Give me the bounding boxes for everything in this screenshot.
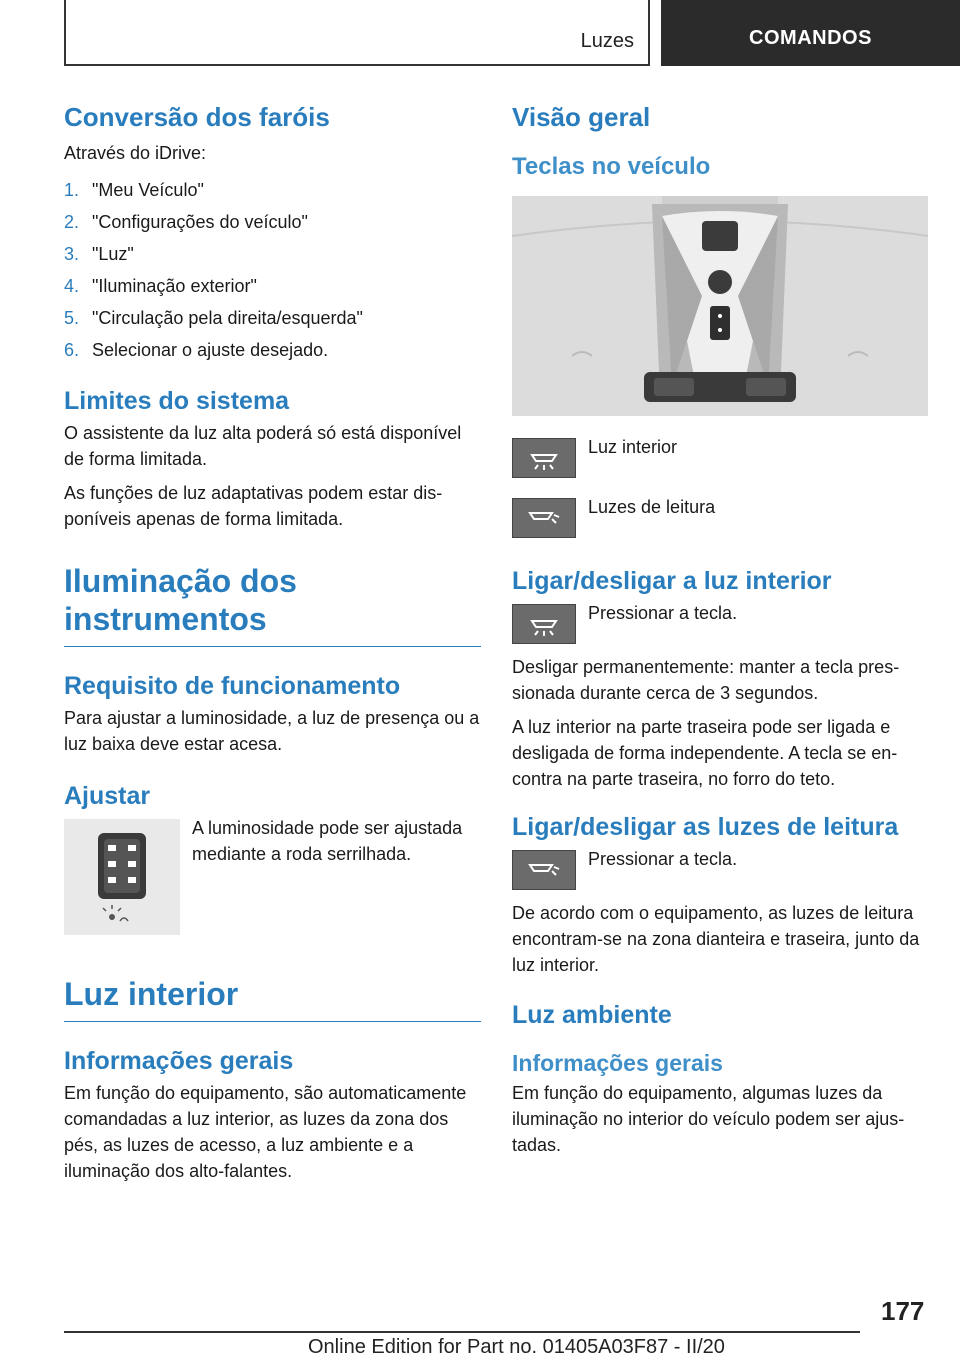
heading-informacoes-gerais: Informações gerais [64,1047,294,1075]
text-requisito: Para ajustar a luminosidade, a luz de presença ou a luz baixa deve estar acesa. [64,708,480,754]
legend-interior-text: Luz interior [588,437,678,457]
heading-requisito: Requisito de funcionamento [64,672,401,700]
list-item: 5. "Circulação pela direita/esquerda" [64,308,363,328]
heading-luz-ambiente: Luz ambiente [512,1001,672,1029]
heading-limites: Limites do sistema [64,387,290,415]
list-item: 4. "Iluminação exterior" [64,276,257,296]
heading-conversao: Conversão dos faróis [64,102,330,132]
list-item: 3. "Luz" [64,244,134,264]
heading-visao-geral: Visão geral [512,102,651,132]
footer-edition: Online Edition for Part no. 01405A03F87 - II/20 [308,1336,725,1358]
heading-luz-interior: Luz interior [64,975,481,1022]
list-item: 6. Selecionar o ajuste desejado. [64,340,329,360]
interior-light-key-icon [512,604,576,644]
left-column [64,100,481,1184]
reading-light-key-icon [512,498,576,538]
text-informacoes: Em função do equipamento, são automaticamente comandadas a luz interior, as luzes da zona dos pés, as luzes de acesso, a luz ambiente e a iluminação dos alto-falantes. [64,1083,467,1181]
text-pressionar-2: Pressionar a tecla. [588,849,738,869]
heading-iluminacao-instrumentos: Iluminação dos instrumentos [64,562,481,647]
text-desligar: Desligar permanentemente: manter a tecla pressionada durante cerca de 3 segundos. [512,657,900,703]
heading-informacoes-gerais-2: Informações gerais [512,1050,723,1076]
list-item: 2. "Configurações do veículo" [64,212,308,232]
legend-leitura-row [512,498,928,538]
text-traseira: A luz interior na parte traseira pode ser ligada e desligada de forma independente. A tecla se encontra na parte traseira, no forro do teto. [512,717,898,789]
footer-divider [64,1331,860,1333]
heading-ligar-leitura: Ligar/desligar as luzes de leitura [512,813,899,841]
ligar-leitura-row [512,850,928,890]
reading-light-key-icon [512,850,576,890]
list-item: 1. "Meu Veículo" [64,180,204,200]
ligar-interior-row [512,604,928,644]
heading-ligar-interior: Ligar/desligar a luz interior [512,567,832,595]
heading-ajustar: Ajustar [64,782,151,810]
legend-leitura-text: Luzes de leitura [588,497,716,517]
dimmer-wheel-icon [64,819,180,935]
header-chapter-tab: COMANDOS [661,0,960,66]
text-limites-2: As funções de luz adaptativas podem estar disponíveis apenas de forma limitada. [64,483,443,529]
ajustar-row [64,819,481,935]
header-section-title: Luzes [580,30,634,52]
text-ambiente: Em função do equipamento, algumas luzes da iluminação no interior do veículo podem ser ajustadas. [512,1083,905,1155]
steps-list [64,174,481,366]
text-leitura: De acordo com o equipamento, as luzes de leitura encontram-se na zona dianteira e traseira, junto da luz interior. [512,903,920,975]
text-pressionar-1: Pressionar a tecla. [588,603,738,623]
page-number: 177 [881,1296,925,1326]
header-frame [64,0,650,66]
legend-interior-row [512,438,928,478]
heading-teclas: Teclas no veículo [512,153,711,180]
text-atraves: Através do iDrive: [64,143,207,163]
right-column [512,100,928,1158]
interior-light-key-icon [512,438,576,478]
text-ajustar: A luminosidade pode ser ajustada mediante a roda serrilhada. [192,818,463,864]
page-header [0,0,960,66]
overhead-console-image [512,196,928,416]
text-limites-1: O assistente da luz alta poderá só está disponível de forma limitada. [64,423,462,469]
